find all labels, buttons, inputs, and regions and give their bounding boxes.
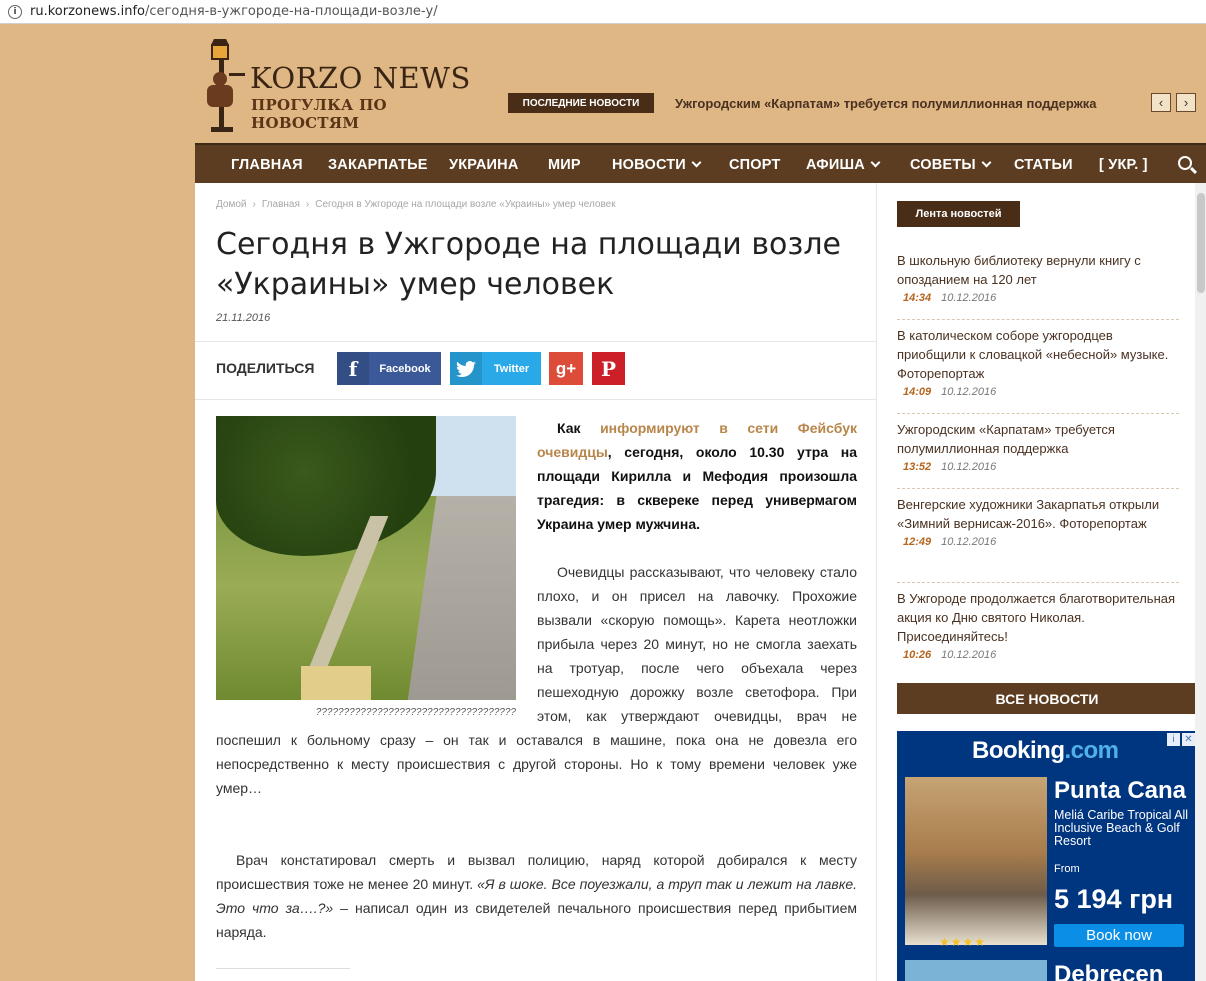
breadcrumb-main[interactable]: Главная [261,199,300,210]
all-news-button[interactable]: ВСЕ НОВОСТИ [897,683,1197,714]
lamppost-logo-icon [199,39,249,134]
pinterest-share-button[interactable] [592,352,625,385]
feed-item[interactable] [897,495,1179,548]
nav-item-news[interactable] [612,157,700,173]
info-icon[interactable]: i [8,5,22,19]
ad-info-icon[interactable]: i [1167,733,1180,746]
feed-item-title[interactable]: Венгерские художники Закарпатья открыли «Зимний вернисаж-2016». Фоторепортаж [897,497,1160,531]
gplus-share-button[interactable] [549,352,583,385]
chevron-down-icon [981,158,991,168]
facebook-icon: f [337,352,369,385]
chevron-down-icon [691,158,701,168]
twitter-icon [450,352,482,385]
site-logo[interactable] [199,39,474,134]
address-bar[interactable] [0,0,1206,24]
feed-separator [897,413,1179,414]
share-label: ПОДЕЛИТЬСЯ [216,360,315,376]
nav-item-world[interactable]: МИР [548,157,581,173]
booking-brand-suffix: .com [1064,737,1119,764]
article-paragraph-1 [216,560,857,800]
article-lead [537,416,857,536]
hotel-price: 5 194 грн [1054,884,1174,914]
witness-quote: «Я в шоке. Все поуезжали, а труп так и лежит на лавке. Это что за….?» [216,876,857,916]
nav-item-afisha-label: АФИША [806,157,865,173]
feed-item-meta [897,649,1179,661]
logo-tagline: ПРОГУЛКА ПО НОВОСТЯМ [251,96,387,132]
nav-item-afisha[interactable] [806,157,879,173]
gplus-icon: g+ [555,358,577,378]
paragraph-2-start: Врач констатировал смерть и вызвал полицию, наряд которой добирался к месту происшествия тоже не менее 20 минут. [216,852,857,892]
breadcrumb [216,199,616,210]
feed-item-title[interactable]: В Ужгороде продолжается благотворительная акция ко Дню святого Николая. Присоединяйтесь! [897,591,1176,644]
feed-item[interactable] [897,420,1179,473]
feed-item-time: 12:49 [903,536,932,548]
feed-item-title[interactable]: Ужгородским «Карпатам» требуется полумиллионная поддержка [897,422,1115,456]
nav-item-home[interactable]: ГЛАВНАЯ [231,157,303,173]
feed-item-date: 10.12.2016 [941,649,997,661]
book-now-button[interactable]: Book now [1054,924,1184,947]
url-path: /сегодня-в-ужгороде-на-площади-возле-у/ [145,4,438,19]
breadcrumb-home[interactable]: Домой [216,199,247,210]
nav-item-sport[interactable]: СПОРТ [729,157,781,173]
site-header [195,25,1206,143]
divider [195,341,876,342]
facebook-share-label: Facebook [379,362,431,375]
feed-item-date: 10.12.2016 [941,536,997,548]
nav-item-advice[interactable] [910,157,990,173]
feed-item-time: 13:52 [903,461,932,473]
booking-logo [972,737,1119,765]
article-paragraph-2 [216,848,857,944]
photo-tree [216,416,436,556]
nav-item-zakarpatye[interactable]: ЗАКАРПАТЬЕ [328,157,428,173]
search-icon[interactable] [1178,156,1192,170]
booking-brand: Booking [972,737,1065,764]
feed-item-meta [897,461,1179,473]
feed-item[interactable] [897,326,1179,398]
nav-item-language[interactable]: [ УКР. ] [1099,157,1148,173]
feed-item[interactable] [897,589,1179,661]
chevron-down-icon [871,158,881,168]
sidebar [876,183,1206,981]
latest-news-label: ПОСЛЕДНИЕ НОВОСТИ [508,93,654,113]
feed-item-date: 10.12.2016 [941,461,997,473]
logo-name: KORZO NEWS [250,61,471,95]
feed-item-title[interactable]: В школьную библиотеку вернули книгу с опозданием на 120 лет [897,253,1141,287]
feed-item-title[interactable]: В католическом соборе ужгородцев приобщили к словацкой «небесной» музыке. Фоторепортаж [897,328,1169,381]
facebook-share-button[interactable] [337,352,441,385]
feed-item-time: 14:34 [903,292,932,304]
photo-caption: ???????????????????????????????????? [315,707,516,718]
breadcrumb-current: Сегодня в Ужгороде на площади возле «Украины» умер человек [315,199,616,210]
breadcrumb-separator: › [305,199,310,210]
feed-item[interactable] [897,251,1179,304]
latest-news-headline[interactable]: Ужгородским «Карпатам» требуется полумиллионная поддержка [675,96,1097,111]
nav-item-articles[interactable]: СТАТЬИ [1014,157,1073,173]
feed-separator [897,582,1179,583]
source-link[interactable]: информируют в сети Фейсбук очевидцы [537,420,857,460]
feed-item-meta [897,536,1179,548]
price-from-label: From [1054,863,1080,875]
breadcrumb-separator: › [252,199,256,210]
feed-separator [897,488,1179,489]
url-host: ru.korzonews.info [30,4,146,19]
booking-ad[interactable] [897,731,1197,981]
hotel-stars: ★★★★ [939,935,987,949]
nav-item-advice-label: СОВЕТЫ [910,157,976,173]
ad-close-icon[interactable]: ✕ [1182,733,1195,746]
nav-item-ukraine[interactable]: УКРАИНА [449,157,519,173]
divider [216,968,350,969]
lead-text-end: , сегодня, около 10.30 утра на площади Кирилла и Мефодия произошла трагедия: в сквереке перед универмагом Украина умер мужчина. [537,444,857,532]
feed-item-meta [897,386,1179,398]
paragraph-2-end: – написал один из свидетелей печального происшествия перед прибытием наряда. [216,900,857,940]
paragraph-1-text: Очевидцы рассказывают, что человеку стало плохо, и он присел на лавочку. Прохожие вызвали «скорую помощь». Карета неотложки прибыла через 20 минут, но не смогла заехать на тротуар, после чего объехала через пешеходную дорожку возле светофора. При этом, как утверждают очевидцы, врач не поспешил к больному сразу – он так и оставался в машине, пока она не довезла его непосредственно к месту происшествия с другой стороны. Но к тому времени человек уже умер… [216,564,857,796]
feed-item-meta [897,292,1179,304]
hotel-name: Meliá Caribe Tropical All Inclusive Beach & Golf Resort [1054,808,1189,848]
scrollbar-thumb[interactable] [1197,193,1205,293]
news-feed-label: Лента новостей [897,201,1020,227]
article-title: Сегодня в Ужгороде на площади возле «Украины» умер человек [216,227,841,302]
nav-item-news-label: НОВОСТИ [612,157,686,173]
hotel-photo-2 [905,960,1047,981]
feed-separator [897,319,1179,320]
hotel-photo [905,777,1047,945]
article-date: 21.11.2016 [216,312,271,324]
twitter-share-button[interactable] [450,352,541,385]
feed-item-time: 14:09 [903,386,932,398]
sidebar-scrollbar[interactable] [1195,183,1206,981]
article-area [195,183,876,981]
lead-text-start: Как [557,420,601,436]
hotel-destination: Punta Cana [1054,777,1187,804]
twitter-share-label: Twitter [493,362,530,375]
ticker-prev-button[interactable]: ‹ [1151,93,1171,112]
divider [195,399,876,400]
ticker-next-button[interactable]: › [1176,93,1196,112]
main-nav [195,143,1206,183]
feed-item-time: 10:26 [903,649,932,661]
feed-item-date: 10.12.2016 [941,386,997,398]
feed-item-date: 10.12.2016 [941,292,997,304]
pinterest-icon: P [600,356,617,381]
next-destination: Debrecen [1054,961,1164,981]
